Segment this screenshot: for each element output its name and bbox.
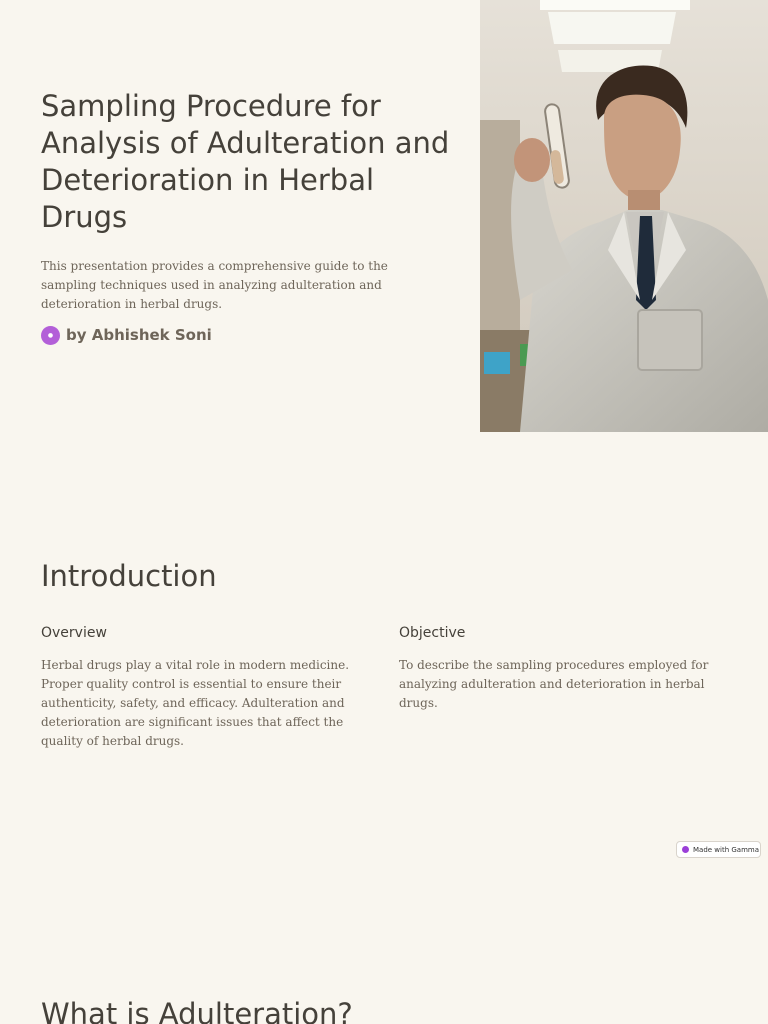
badge-label: Made with Gamma (693, 845, 760, 854)
made-with-gamma-badge[interactable] (676, 841, 761, 858)
gamma-logo-icon (682, 846, 689, 853)
author-byline (41, 325, 212, 345)
overview-body: Herbal drugs play a vital role in modern medicine. Proper quality control is essential to ensure their authenticity, safety, and efficacy. Adulteration and deterioration are significant issues that affect the quality of herbal drugs. (41, 658, 350, 748)
scientist-illustration (480, 0, 768, 432)
hero-title: Sampling Procedure for Analysis of Adulteration and Deterioration in Herbal Drugs (41, 89, 450, 234)
author-name: by Abhishek Soni (66, 326, 212, 344)
overview-heading: Overview (41, 625, 107, 641)
hero-description: This presentation provides a comprehensive guide to the sampling techniques used in analyzing adulteration and deterioration in herbal drugs. (41, 259, 388, 311)
adulteration-section-title: What is Adulteration? (41, 997, 353, 1024)
objective-heading: Objective (399, 625, 466, 641)
objective-body: To describe the sampling procedures employed for analyzing adulteration and deterioration in herbal drugs. (399, 658, 709, 710)
introduction-title: Introduction (41, 559, 217, 593)
hero-photo-scientist (480, 0, 768, 432)
avatar: ● (41, 326, 60, 345)
